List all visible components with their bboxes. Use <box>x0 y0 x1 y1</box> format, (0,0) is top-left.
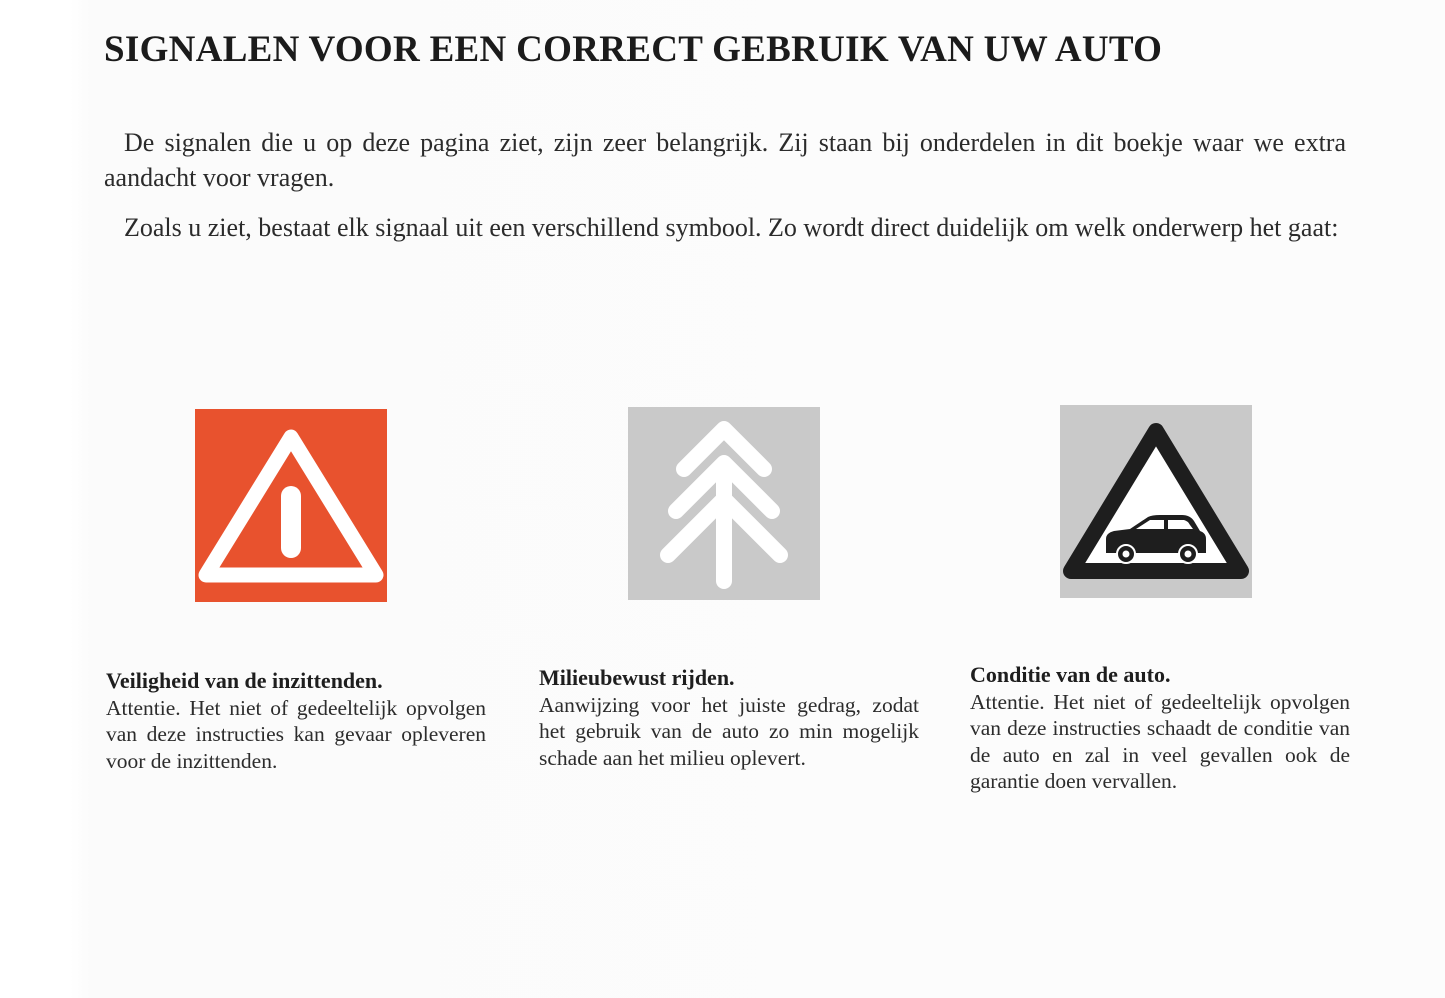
signal-caption-environment <box>539 665 919 771</box>
signal-description: Attentie. Het niet of gedeeltelijk opvolgen van deze instructies schaadt de conditie van de auto en zal in veel gevallen ook de garantie doen vervallen. <box>970 689 1350 793</box>
intro-paragraph-2: Zoals u ziet, bestaat elk signaal uit een verschillend symbool. Zo wordt direct duidelijk om welk onderwerp het gaat: <box>124 213 1339 242</box>
warning-triangle-car-icon <box>1060 405 1252 598</box>
signal-caption-car-condition <box>970 662 1350 795</box>
intro-paragraph-1: De signalen die u op deze pagina ziet, zijn zeer belangrijk. Zij staan bij onderdelen in dit boekje waar we extra aandacht voor vragen. <box>104 128 1346 192</box>
signal-caption-safety <box>106 668 486 774</box>
signal-title: Conditie van de auto. <box>970 662 1171 687</box>
signal-title: Veiligheid van de inzittenden. <box>106 668 383 693</box>
tree-arrow-up-icon <box>628 407 820 600</box>
signal-description: Attentie. Het niet of gedeeltelijk opvolgen van deze instructies kan gevaar opleveren voor de inzittenden. <box>106 695 486 773</box>
warning-triangle-exclamation-icon <box>195 409 387 602</box>
page-title: SIGNALEN VOOR EEN CORRECT GEBRUIK VAN UW AUTO <box>104 29 1163 70</box>
signal-description: Aanwijzing voor het juiste gedrag, zodat het gebruik van de auto zo min mogelijk schade aan het milieu oplevert. <box>539 692 919 770</box>
signal-title: Milieubewust rijden. <box>539 665 735 690</box>
